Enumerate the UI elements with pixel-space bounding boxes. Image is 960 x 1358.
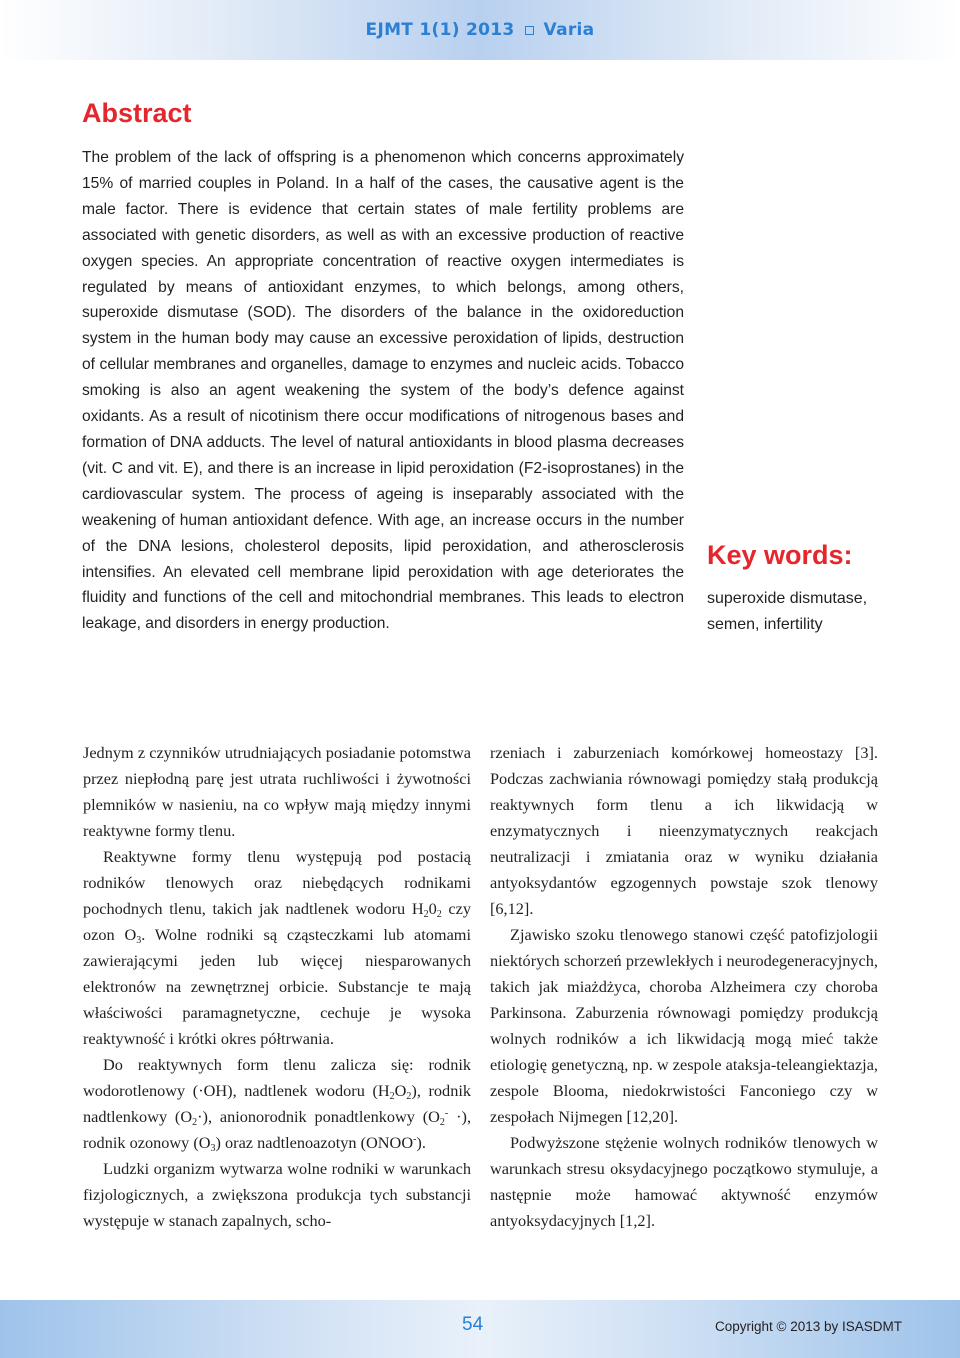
section-name: Varia: [543, 20, 595, 40]
keywords-text: superoxide dismutase, semen, infertility: [707, 590, 868, 633]
paragraph: Ludzki organizm wytwarza wolne rodniki w warunkach fizjologicznych, a zwiększona produkcja tych substancji występuje w stanach zapalnych, scho-: [83, 1159, 471, 1230]
paragraph: Reaktywne formy tlenu występują pod postacią rodników tlenowych oraz niebędących rodnikami pochodnych tlenu, takich jak nadtlenek wodoru $H_20_2$ czy ozon $O_3$. Wolne rodniki są cząsteczkami lub atomami zawierającymi jeden lub więcej niesparowanych elektronów na zewnętrznej orbicie. Substancje te mają właściwości paramagnetyczne, cechuje je wysoka reaktywność i krótki okres półtrwania.: [83, 847, 471, 1048]
paragraph: Do reaktywnych form tlenu zalicza się: rodnik wodorotlenowy (·OH), nadtlenek wodoru $(H_2O_2)$, rodnik nadtlenkowy $(O_2\cdot)$, anionorodnik ponadtlenkowy ($O_2^-$ ·), rodnik ozonowy $(O_3)$ oraz nadtlenoazotyn (ONOO-).: [83, 1055, 472, 1154]
page-number: 54: [462, 1314, 484, 1335]
journal-name: EJMT 1(1) 2013: [365, 20, 515, 40]
paragraph: Podwyższone stężenie wolnych rodników tlenowych w warunkach stresu oksydacyjnego początkowo stymuluje, a następnie może hamować aktywność enzymów antyoksydacyjnych [1,2].: [490, 1133, 878, 1230]
body-column-left: [83, 740, 471, 1234]
page-header: [0, 0, 960, 60]
paragraph: Jednym z czynników utrudniających posiadanie potomstwa przez niepłodną parę jest utrata ruchliwości i żywotności plemników w nasieniu, na co wpływ mają między innymi reaktywne formy tlenu.: [83, 743, 471, 840]
abstract-heading: Abstract: [82, 98, 192, 128]
keywords-heading: Key words:: [707, 540, 853, 570]
abstract-text: The problem of the lack of offspring is a phenomenon which concerns approximately 15% of married couples in Poland. In a half of the cases, the causative agent is the male factor. There is evidence that certain states of male fertility problems are associated with genetic disorders, as well as with an excessive production of reactive oxygen species. An appropriate concentration of reactive oxygen intermediates is regulated by means of antioxidant enzymes, to which belongs, among others, superoxide dismutase (SOD). The disorders of the balance in the oxidoreduction system in the human body may cause an excessive peroxidation of lipids, destruction of cellular membranes and organelles, damage to enzymes and nucleic acids. Tobacco smoking is also an agent weakening the system of the body’s defence against oxidants. As a result of nicotinism there occur modifications of nitrogenous bases and formation of DNA adducts. The level of natural antioxidants in blood plasma decreases (vit. C and vit. E), and there is an increase in lipid peroxidation (F2-isoprostanes) in the cardiovascular system. The process of ageing is inseparably associated with the weakening of human antioxidant defence. With age, an increase occurs in the number of the DNA lesions, cholesterol deposits, lipid peroxidation, and atherosclerosis intensifies. An elevated cell membrane lipid peroxidation with age deteriorates the fluidity and functions of the cell and mitochondrial membranes. This leads to electron leakage, and disorders in energy production.: [82, 149, 684, 633]
paragraph: Zjawisko szoku tlenowego stanowi część patofizjologii niektórych schorzeń przewlekłych i neurodegeneracyjnych, takich jak miażdżyca, choroba Alzheimera czy choroba Parkinsona. Zaburzenia równowagi pomiędzy produkcją wolnych rodników a ich likwidacją mogą mieć także etiologię genetyczną, np. w zespole ataksja-teleangiektazja, zespole Blooma, niedokrwistości Fanconiego czy w zespołach Nijmegen [12,20].: [490, 925, 878, 1126]
square-icon: [525, 26, 534, 35]
paragraph: rzeniach i zaburzeniach komórkowej homeostazy [3]. Podczas zachwiania równowagi pomiędzy stałą produkcją reaktywnych form tlenu a ich likwidacją w enzymatycznych i nieenzymatycznych reakcjach neutralizacji i zmiatania oraz w wyniku działania antyoksydantów egzogennych powstaje szok tlenowy [6,12].: [490, 743, 878, 918]
copyright-notice: Copyright © 2013 by ISASDMT: [715, 1319, 903, 1334]
running-head: [366, 20, 595, 40]
body-column-right: [490, 740, 878, 1234]
page-footer: [0, 1300, 960, 1358]
